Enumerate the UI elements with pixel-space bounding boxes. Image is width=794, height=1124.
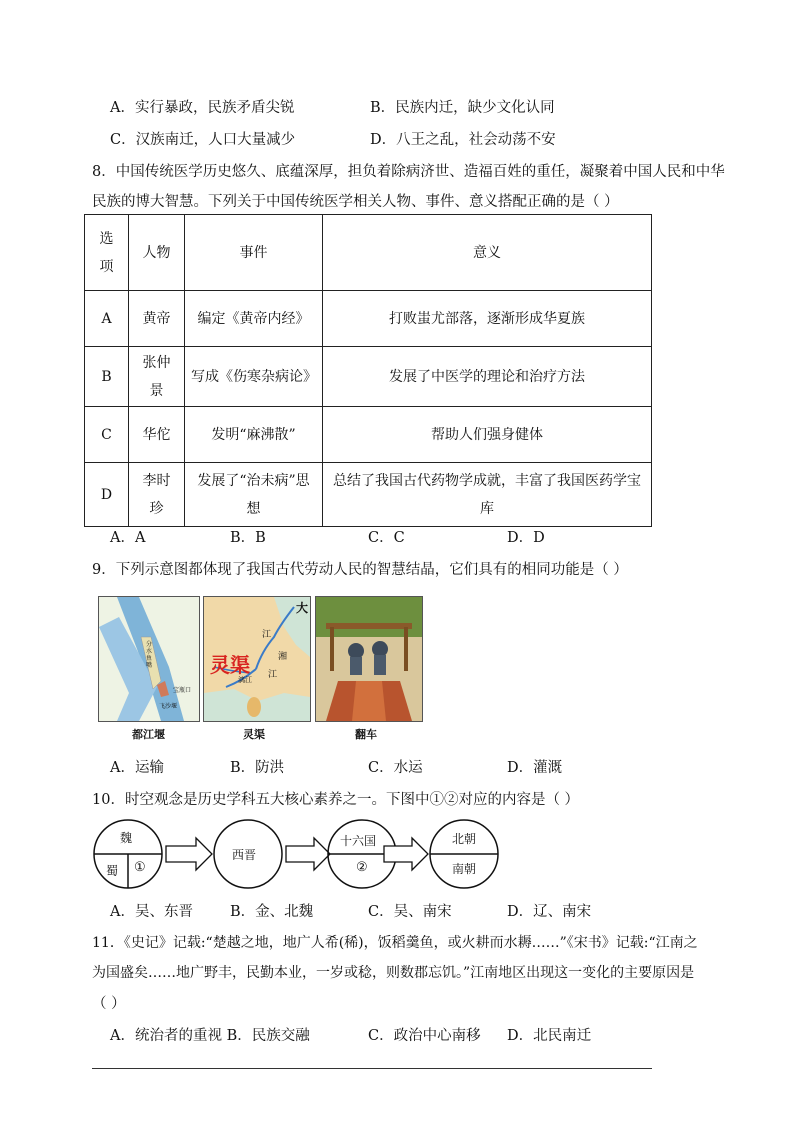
q10-option-b: B．金、北魏	[230, 904, 314, 920]
q8-option-d: D．D	[507, 530, 545, 546]
caption-lingqu: 灵渠	[243, 728, 265, 741]
c4-top-label: 北朝	[452, 832, 477, 846]
footer-divider	[92, 1068, 652, 1069]
row-person: 黄帝	[129, 291, 185, 347]
header-meaning: 意义	[323, 215, 652, 291]
row-person: 张仲 景	[129, 347, 185, 407]
caption-dujiangyan: 都江堰	[132, 728, 165, 741]
fanche-figure	[315, 596, 423, 722]
table-row	[85, 407, 652, 463]
row-meaning: 打败蚩尤部落，逐渐形成华夏族	[323, 291, 652, 347]
label-corner: 大	[296, 601, 309, 615]
header-option: 选 项	[85, 215, 129, 291]
row-option: D	[85, 463, 129, 527]
label-fenshuiyuzui: 分水鱼嘴	[146, 641, 153, 669]
table-row	[85, 463, 652, 527]
q10-option-a: A．吴、东晋	[110, 904, 193, 920]
row-option: B	[85, 347, 129, 407]
q7-option-a: A．实行暴政，民族矛盾尖锐	[110, 100, 295, 116]
q9-option-a: A．运输	[110, 760, 164, 776]
q10-option-d: D．辽、南宋	[507, 904, 592, 920]
table-row	[85, 291, 652, 347]
label-river-1: 江	[262, 630, 272, 640]
c1-top-label: 魏	[120, 831, 133, 845]
label-river-2: 湘	[278, 652, 288, 662]
lingqu-title: 灵渠	[210, 653, 250, 677]
q11-option-ab: A．统治者的重视 B．民族交融	[110, 1028, 310, 1044]
q7-option-d: D．八王之乱，社会动荡不安	[370, 132, 556, 148]
q8-stem-line2: 民族的博大智慧。下列关于中国传统医学相关人物、事件、意义搭配正确的是（ ）	[92, 194, 619, 210]
q8-table	[84, 214, 652, 527]
q8-option-b: B．B	[230, 530, 266, 546]
c1-left-label: 蜀	[106, 864, 119, 878]
q9-option-c: C．水运	[368, 760, 423, 776]
q11-option-d: D．北民南迁	[507, 1028, 592, 1044]
q10-timeline-diagram	[92, 816, 612, 892]
row-meaning: 发展了中医学的理论和治疗方法	[323, 347, 652, 407]
row-event: 编定《黄帝内经》	[185, 291, 323, 347]
label-river-3: 漓江	[238, 676, 252, 684]
lingqu-figure	[203, 596, 311, 722]
row-meaning: 总结了我国古代药物学成就，丰富了我国医药学宝 库	[323, 463, 652, 527]
c1-right-label: ①	[134, 860, 146, 875]
q11-option-c: C．政治中心南移	[368, 1028, 481, 1044]
q10-stem: 10．时空观念是历史学科五大核心素养之一。下图中①②对应的内容是（ ）	[92, 792, 580, 808]
q8-option-c: C．C	[368, 530, 405, 546]
c3-top-label: 十六国	[340, 834, 377, 848]
q9-option-b: B．防洪	[230, 760, 285, 776]
q10-option-c: C．吴、南宋	[368, 904, 452, 920]
c3-bottom-label: ②	[356, 860, 368, 875]
row-option: C	[85, 407, 129, 463]
label-feishayan: 飞沙堰	[159, 703, 178, 710]
q7-option-b: B．民族内迁，缺少文化认同	[370, 100, 555, 116]
header-event: 事件	[185, 215, 323, 291]
label-baopingkou: 宝瓶口	[173, 687, 192, 694]
dujiangyan-figure	[98, 596, 200, 722]
q11-stem-line2: 为国盛矣……地广野丰，民勤本业，一岁或稔，则数郡忘饥。”江南地区出现这一变化的主要原因是	[92, 965, 695, 981]
fanche-illustration	[316, 597, 422, 721]
q7-option-c: C．汉族南迁，人口大量减少	[110, 132, 296, 148]
row-meaning: 帮助人们强身健体	[323, 407, 652, 463]
q8-stem-line1: 8．中国传统医学历史悠久、底蕴深厚，担负着除病济世、造福百姓的重任，凝聚着中国人民和中华	[92, 164, 725, 180]
row-event: 写成《伤寒杂病论》	[185, 347, 323, 407]
caption-fanche: 翻车	[355, 728, 377, 741]
row-event: 发展了“治未病”思 想	[185, 463, 323, 527]
table-header-row	[85, 215, 652, 291]
row-person: 李时 珍	[129, 463, 185, 527]
table-row	[85, 347, 652, 407]
q8-option-a: A．A	[110, 530, 146, 546]
q9-option-d: D．灌溉	[507, 760, 563, 776]
q11-stem-line3: （ ）	[92, 996, 126, 1012]
c2-label: 西晋	[232, 848, 257, 862]
row-event: 发明“麻沸散”	[185, 407, 323, 463]
q11-stem-line1: 11．《史记》记载:“楚越之地，地广人希(稀)，饭稻羹鱼，或火耕而水耨……”《宋书》记载:“江南之	[92, 935, 698, 951]
row-option: A	[85, 291, 129, 347]
q9-stem: 9．下列示意图都体现了我国古代劳动人民的智慧结晶，它们具有的相同功能是（ ）	[92, 562, 628, 578]
c4-bottom-label: 南朝	[452, 862, 477, 876]
label-river-4: 江	[268, 670, 278, 680]
row-person: 华佗	[129, 407, 185, 463]
header-person: 人物	[129, 215, 185, 291]
